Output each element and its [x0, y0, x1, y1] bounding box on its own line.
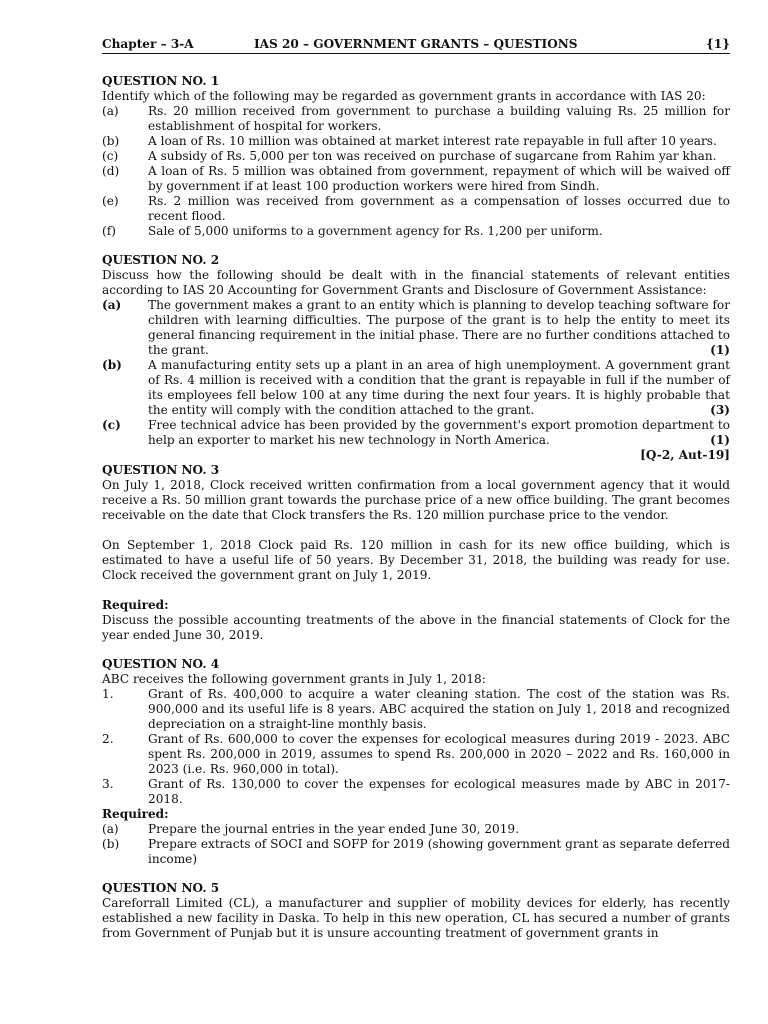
question-title: QUESTION NO. 4 — [102, 657, 220, 671]
item-body: A manufacturing entity sets up a plant in an area of high unemployment. A government grant of Rs. 4 million is received with a condition that the grant is repayable in full if the number of its employees fell below 100 at any time during the next four years. It is highly probable that the entity will comply with the condition attached to the grant. — [148, 358, 730, 417]
question-intro: Identify which of the following may be regarded as government grants in accordance with IAS 20: — [102, 89, 706, 103]
page-header — [102, 37, 730, 54]
list-item — [102, 837, 730, 867]
marks: (1) — [710, 343, 730, 357]
item-text: Prepare the journal entries in the year ended June 30, 2019. — [148, 822, 519, 836]
item-text — [148, 358, 730, 418]
list-item — [102, 732, 730, 777]
question-1 — [102, 74, 730, 239]
list-item — [102, 822, 730, 837]
exam-reference: [Q-2, Aut-19] — [640, 448, 730, 462]
item-label: (b) — [102, 358, 122, 372]
question-title: QUESTION NO. 3 — [102, 463, 220, 477]
page-number: {1} — [706, 37, 730, 51]
list-item — [102, 224, 730, 239]
question-intro: ABC receives the following government grants in July 1, 2018: — [102, 672, 486, 686]
item-label: (d) — [102, 164, 120, 178]
item-body: The government makes a grant to an entity which is planning to develop teaching software for children with learning difficulties. The purpose of the grant is to help the entity to meet its general financing requirement in the initial phase. There are no further conditions attached to the grant. — [148, 298, 730, 357]
marks: (1) — [710, 433, 730, 447]
list-item — [102, 298, 730, 358]
item-text: Sale of 5,000 uniforms to a government agency for Rs. 1,200 per uniform. — [148, 224, 603, 238]
item-label: (a) — [102, 104, 119, 118]
item-text: A loan of Rs. 10 million was obtained at market interest rate repayable in full after 10 years. — [148, 134, 717, 148]
item-text: Grant of Rs. 130,000 to cover the expenses for ecological measures made by ABC in 2017-2018. — [148, 777, 730, 806]
item-text: A loan of Rs. 5 million was obtained from government, repayment of which will be waived off by government if at least 100 production workers were hired from Sindh. — [148, 164, 730, 193]
paragraph: On September 1, 2018 Clock paid Rs. 120 million in cash for its new office building, which is estimated to have a useful life of 50 years. By December 31, 2018, the building was ready for use. Clock received the government grant on July 1, 2019. — [102, 538, 730, 582]
item-label: (b) — [102, 134, 120, 148]
required-label: Required: — [102, 598, 169, 612]
item-text: Grant of Rs. 400,000 to acquire a water cleaning station. The cost of the station was Rs. 900,000 and its useful life is 8 years. ABC acquired the station on July 1, 2018 and recognized depreciation on a straight-line monthly basis. — [148, 687, 730, 731]
question-title: QUESTION NO. 1 — [102, 74, 220, 88]
chapter-label: Chapter – 3-A — [102, 37, 194, 51]
question-4 — [102, 657, 730, 867]
item-body: Free technical advice has been provided by the government's export promotion department to help an exporter to market his new technology in North America. — [148, 418, 730, 447]
question-2 — [102, 253, 730, 463]
list-item — [102, 358, 730, 418]
header-title: IAS 20 – GOVERNMENT GRANTS – QUESTIONS — [254, 37, 578, 51]
item-text — [148, 298, 730, 358]
item-label: (a) — [102, 822, 119, 836]
item-label: 2. — [102, 732, 114, 746]
item-text: Rs. 2 million was received from government as a compensation of losses occurred due to recent flood. — [148, 194, 730, 223]
item-text: Grant of Rs. 600,000 to cover the expenses for ecological measures during 2019 - 2023. ABC spent Rs. 200,000 in 2019, assumes to spend Rs. 200,000 in 2020 – 2022 and Rs. 160,000 in 2023 (i.e. Rs. 960,000 in total). — [148, 732, 730, 776]
list-item — [102, 134, 730, 149]
item-label: (e) — [102, 194, 119, 208]
question-3 — [102, 463, 730, 643]
item-text: Rs. 20 million received from government to purchase a building valuing Rs. 25 million for establishment of hospital for workers. — [148, 104, 730, 133]
list-item — [102, 149, 730, 164]
item-label: (b) — [102, 837, 120, 851]
item-label: 3. — [102, 777, 114, 791]
list-item — [102, 418, 730, 448]
item-label: (c) — [102, 149, 119, 163]
question-intro: Discuss how the following should be dealt with in the financial statements of relevant entities according to IAS 20 Accounting for Government Grants and Disclosure of Government Assistance: — [102, 268, 730, 297]
list-item — [102, 104, 730, 134]
paragraph: On July 1, 2018, Clock received written confirmation from a local government agency that it would receive a Rs. 50 million grant towards the purchase price of a new office building. The grant becomes receivable on the date that Clock transfers the Rs. 120 million purchase price to the vendor. — [102, 478, 730, 522]
item-label: (c) — [102, 418, 121, 432]
item-text — [148, 418, 730, 448]
list-item — [102, 164, 730, 194]
required-label: Required: — [102, 807, 169, 821]
question-5 — [102, 881, 730, 941]
item-text: A subsidy of Rs. 5,000 per ton was received on purchase of sugarcane from Rahim yar khan. — [148, 149, 717, 163]
item-label: (f) — [102, 224, 116, 238]
question-title: QUESTION NO. 5 — [102, 881, 220, 895]
paragraph: Careforrall Limited (CL), a manufacturer and supplier of mobility devices for elderly, has recently established a new facility in Daska. To help in this new operation, CL has secured a number of grants from Government of Punjab but it is unsure accounting treatment of government grants in — [102, 896, 730, 940]
marks: (3) — [710, 403, 730, 417]
list-item — [102, 777, 730, 807]
item-label: (a) — [102, 298, 122, 312]
required-text: Discuss the possible accounting treatments of the above in the financial statements of Clock for the year ended June 30, 2019. — [102, 613, 730, 642]
list-item — [102, 687, 730, 732]
item-text: Prepare extracts of SOCI and SOFP for 2019 (showing government grant as separate deferred income) — [148, 837, 730, 866]
item-label: 1. — [102, 687, 114, 701]
list-item — [102, 194, 730, 224]
question-title: QUESTION NO. 2 — [102, 253, 220, 267]
